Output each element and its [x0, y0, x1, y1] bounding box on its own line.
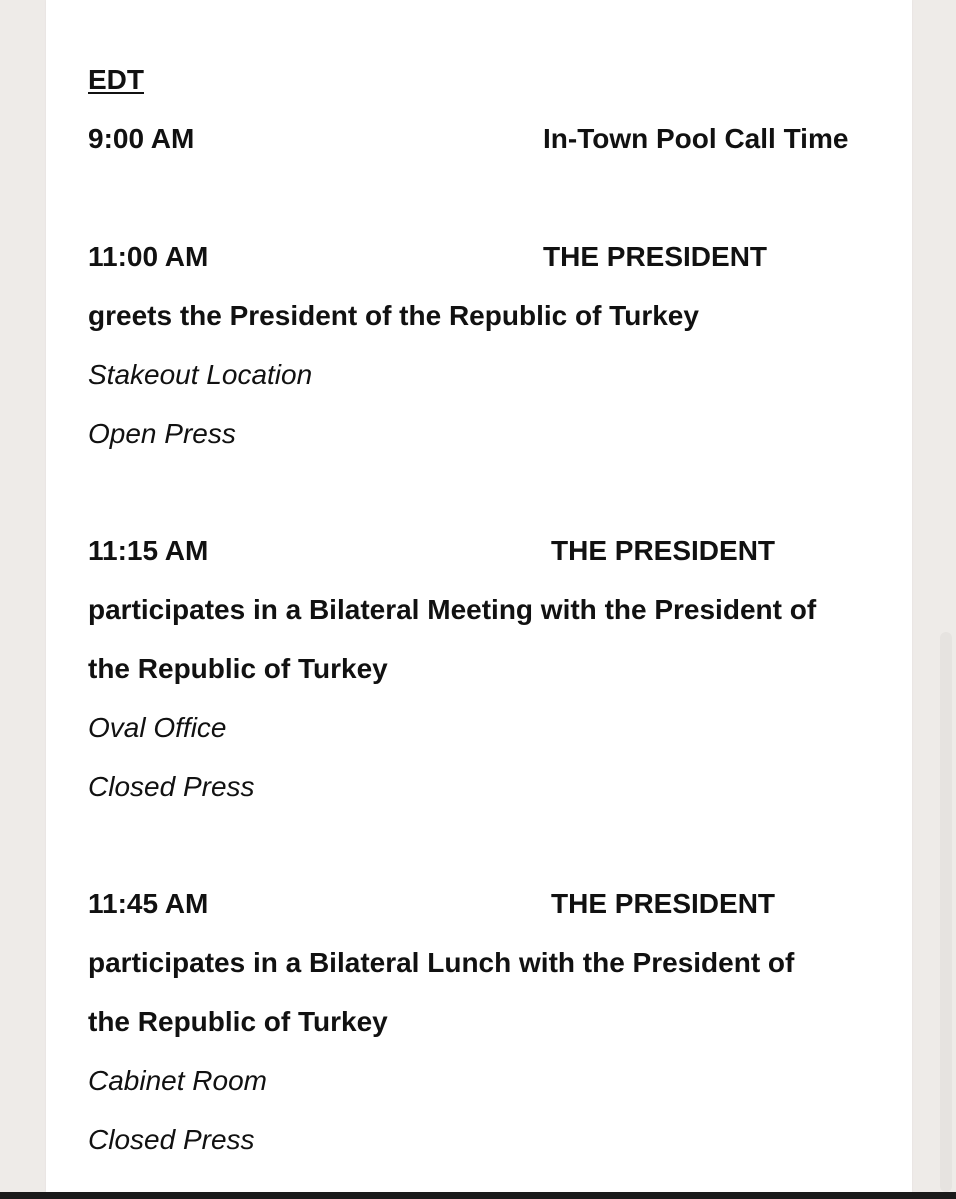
event-location: Stakeout Location [88, 359, 313, 390]
event-time: 11:45 AM [88, 888, 209, 919]
event-title: THE PRESIDENT [551, 888, 776, 919]
event-press: Closed Press [88, 1124, 255, 1155]
event-press: Closed Press [88, 771, 255, 802]
event-description: participates in a Bilateral Meeting with the President of [88, 594, 817, 625]
timezone-heading: EDT [88, 64, 144, 95]
event-description: the Republic of Turkey [88, 653, 388, 684]
bottom-border [0, 1192, 956, 1199]
event-description: the Republic of Turkey [88, 1006, 388, 1037]
event-title: THE PRESIDENT [543, 241, 768, 272]
scrollbar-thumb[interactable] [940, 632, 952, 1192]
event-time: 9:00 AM [88, 123, 195, 154]
event-title: THE PRESIDENT [551, 535, 776, 566]
event-description: greets the President of the Republic of Turkey [88, 300, 699, 331]
event-time: 11:15 AM [88, 535, 209, 566]
event-location: Oval Office [88, 712, 227, 743]
event-time: 11:00 AM [88, 241, 209, 272]
event-press: Open Press [88, 418, 236, 449]
event-title: In-Town Pool Call Time [543, 123, 849, 154]
event-location: Cabinet Room [88, 1065, 267, 1096]
event-description: participates in a Bilateral Lunch with the President of [88, 947, 795, 978]
